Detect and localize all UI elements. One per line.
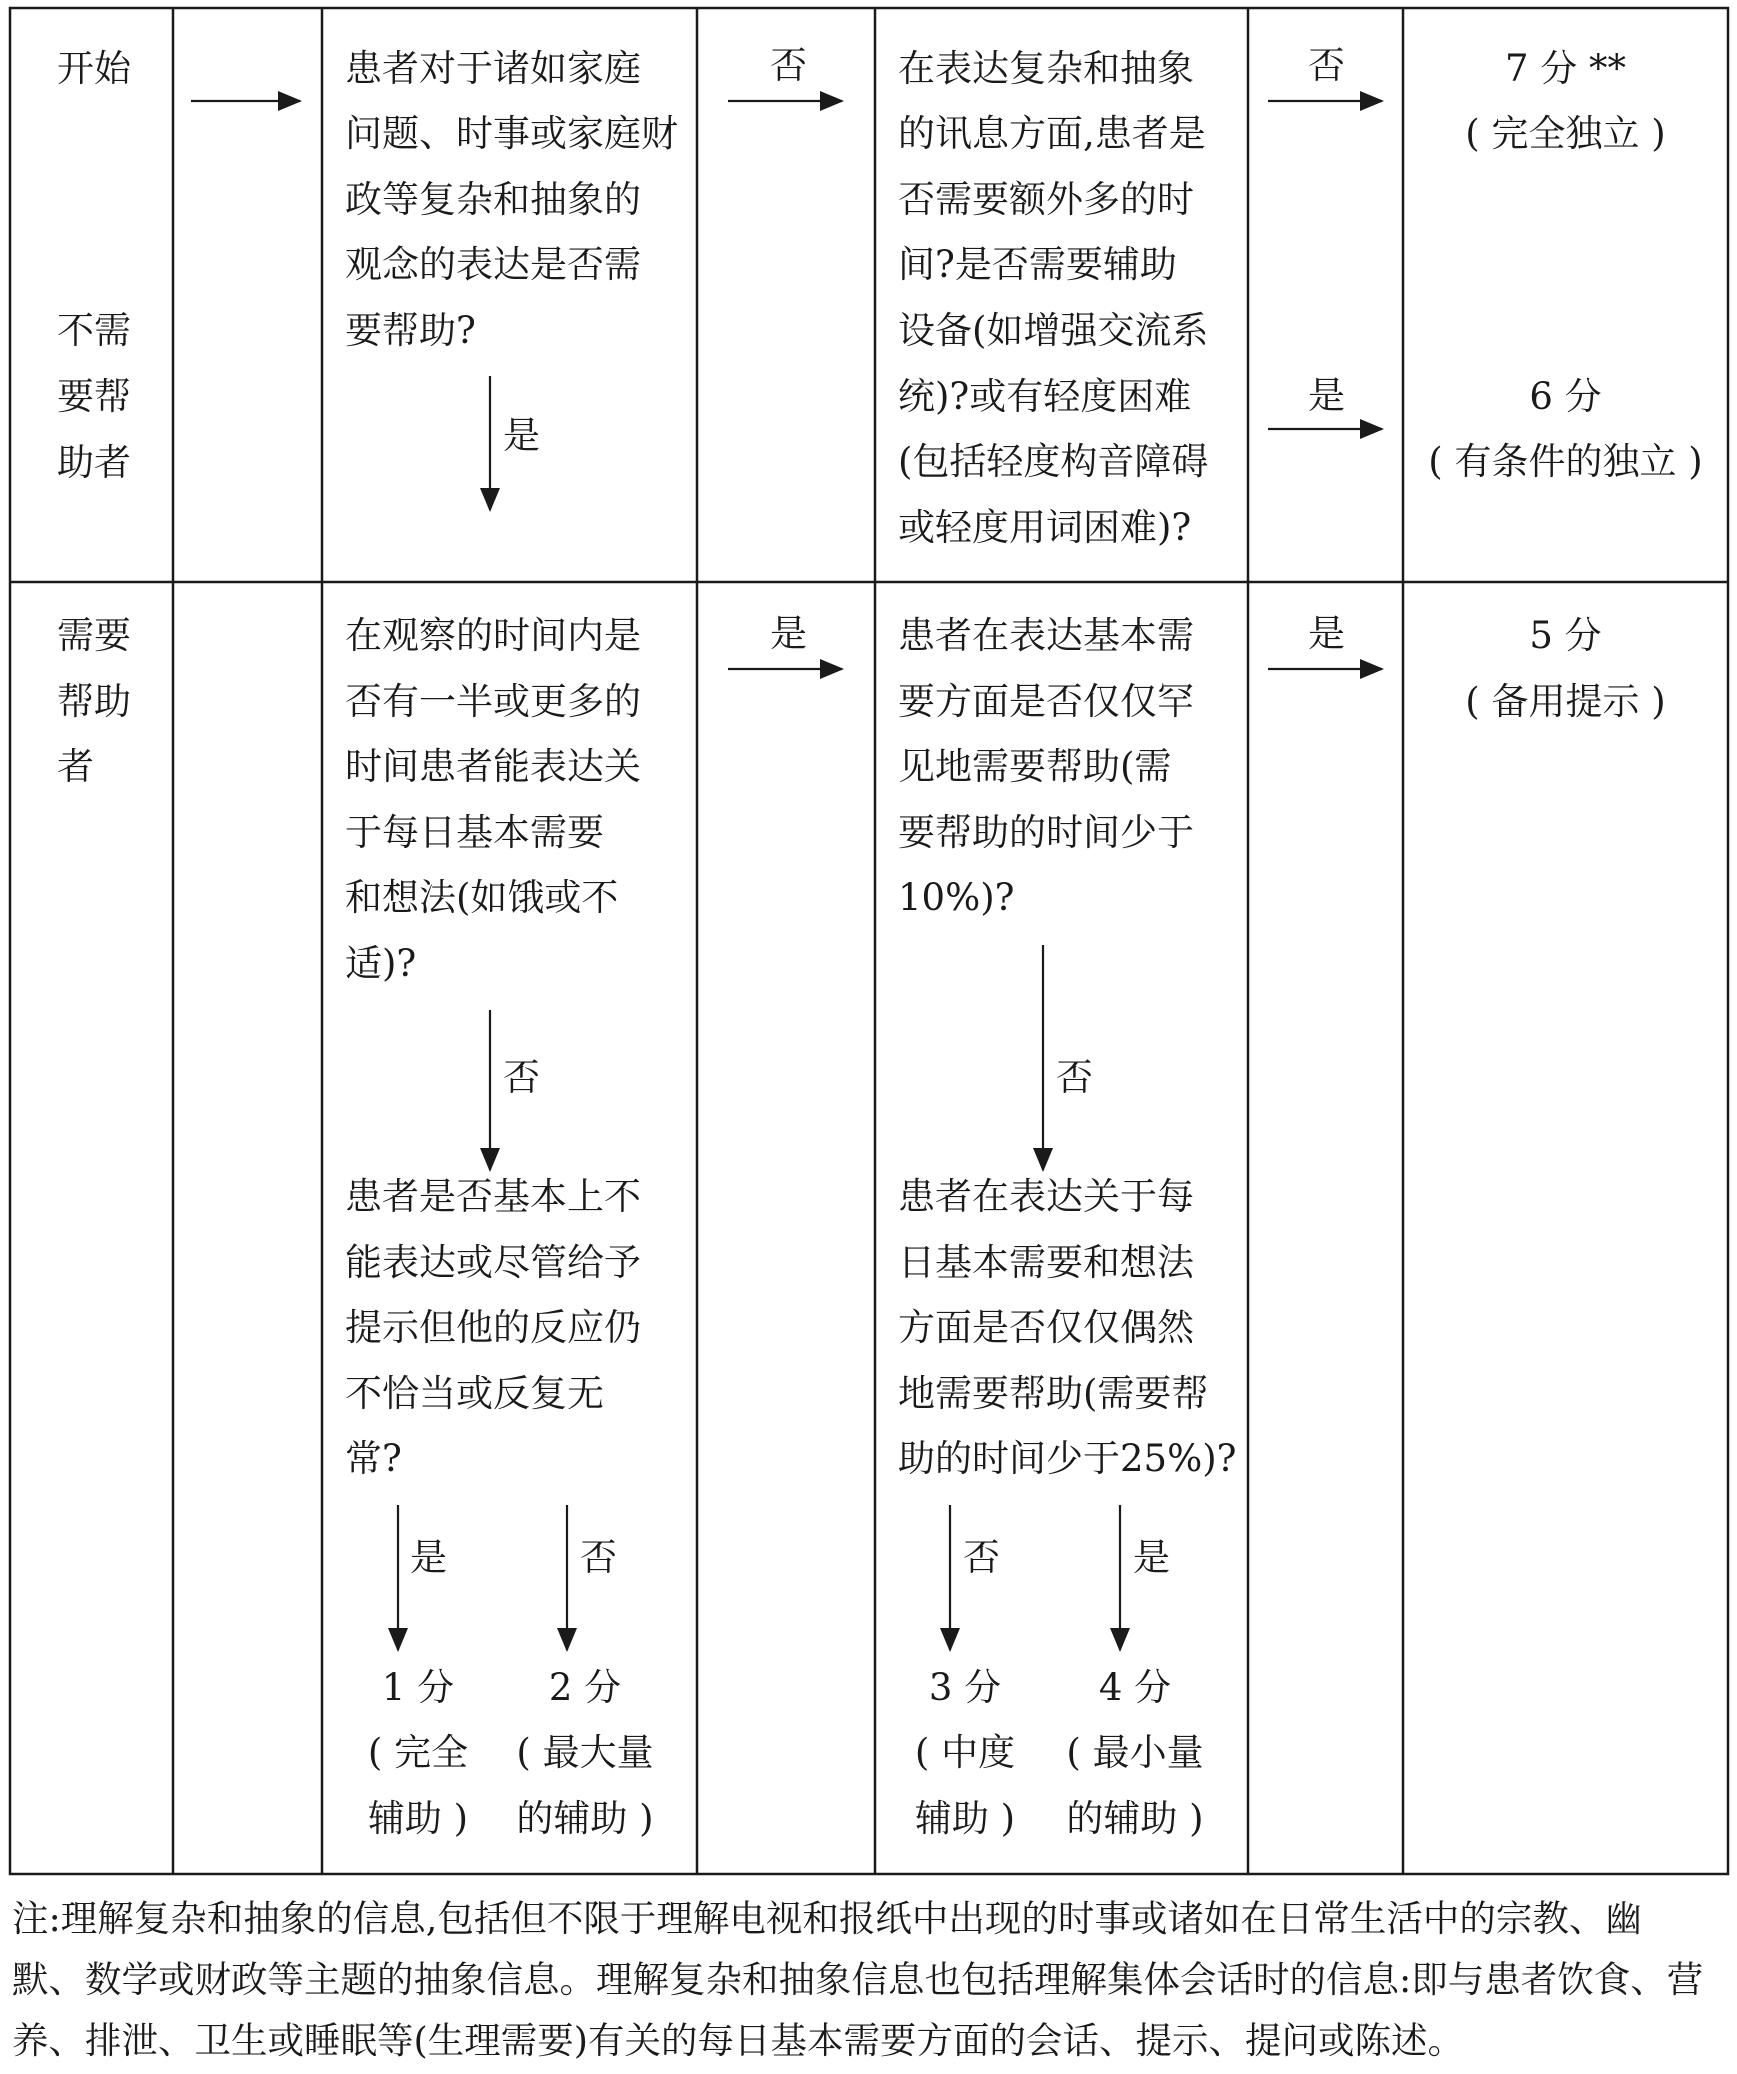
score-3-desc: ( 中度 <box>914 1731 1016 1774</box>
question4-line: 能表达或尽管给予 <box>345 1241 641 1284</box>
score-2: 2 分 <box>548 1666 622 1709</box>
question1-line: 观念的表达是否需 <box>345 243 641 286</box>
score-4-desc: 的辅助 ) <box>1066 1797 1204 1840</box>
question5-line: 10%)? <box>898 876 1015 919</box>
question6-line: 地需要帮助(需要帮 <box>898 1372 1209 1415</box>
score-2-desc: 的辅助 ) <box>516 1797 654 1840</box>
question6-line: 患者在表达关于每 <box>898 1175 1194 1218</box>
question3-line: 时间患者能表达关 <box>345 745 641 788</box>
question3-line: 适)? <box>345 942 417 985</box>
arrow-label-no: 否 <box>1308 44 1345 87</box>
question4-line: 患者是否基本上不 <box>345 1175 641 1218</box>
start-label: 开始 <box>57 47 131 90</box>
score-3: 3 分 <box>928 1666 1002 1709</box>
score-4-desc: ( 最小量 <box>1066 1731 1204 1774</box>
need-help-label-3: 者 <box>57 745 94 788</box>
question3-line: 于每日基本需要 <box>345 811 604 854</box>
score-6: 6 分 <box>1529 375 1602 418</box>
score-7-desc: ( 完全独立 ) <box>1465 112 1666 155</box>
footnote <box>12 1888 1730 2071</box>
arrow-label-yes: 是 <box>1133 1536 1170 1579</box>
score-5-desc: ( 备用提示 ) <box>1465 680 1666 723</box>
arrow-label-yes: 是 <box>503 414 540 457</box>
arrow-label-yes: 是 <box>1308 374 1345 417</box>
score-6-desc: ( 有条件的独立 ) <box>1428 440 1703 483</box>
question3-line: 在观察的时间内是 <box>345 614 641 657</box>
score-5: 5 分 <box>1529 614 1602 657</box>
question6-line: 日基本需要和想法 <box>898 1241 1194 1284</box>
no-help-label-1: 不需 <box>57 309 131 352</box>
arrow-label-no: 否 <box>963 1536 1000 1579</box>
question6-line: 助的时间少于25%)? <box>898 1437 1237 1480</box>
arrow-label-yes: 是 <box>1308 612 1345 655</box>
need-help-label-1: 需要 <box>57 614 131 657</box>
question1-line: 问题、时事或家庭财 <box>345 112 678 155</box>
footnote-line: 默、数学或财政等主题的抽象信息。理解复杂和抽象信息也包括理解集体会话时的信息:即与患者饮食、营 <box>12 1958 1704 2001</box>
score-2-desc: ( 最大量 <box>516 1731 654 1774</box>
arrow-label-no: 否 <box>503 1056 540 1099</box>
footnote-line: 养、排泄、卫生或睡眠等(生理需要)有关的每日基本需要方面的会话、提示、提问或陈述。 <box>12 2019 1464 2062</box>
question1-line: 政等复杂和抽象的 <box>345 178 641 221</box>
need-help-label-2: 帮助 <box>57 680 131 723</box>
footnote-line: 注:理解复杂和抽象的信息,包括但不限于理解电视和报纸中出现的时事或诸如在日常生活中的宗教、幽 <box>12 1897 1642 1940</box>
question5-line: 患者在表达基本需 <box>898 614 1194 657</box>
score-1-desc: ( 完全 <box>367 1731 469 1774</box>
question3-line: 否有一半或更多的 <box>345 680 641 723</box>
question4-line: 常? <box>345 1437 402 1480</box>
question2-line: (包括轻度构音障碍 <box>898 440 1209 483</box>
arrow-label-no: 否 <box>1056 1056 1093 1099</box>
arrow-label-yes: 是 <box>770 612 807 655</box>
question2-line: 设备(如增强交流系 <box>898 309 1209 352</box>
score-7: 7 分 ** <box>1504 47 1627 90</box>
question2-line: 间?是否需要辅助 <box>898 243 1177 286</box>
no-help-label-2: 要帮 <box>57 375 131 418</box>
question2-line: 统)?或有轻度困难 <box>898 375 1192 418</box>
question5-line: 要方面是否仅仅罕 <box>898 680 1194 723</box>
score-4: 4 分 <box>1098 1666 1172 1709</box>
table-border <box>10 8 1728 1874</box>
question1-line: 要帮助? <box>345 309 476 352</box>
question4-line: 提示但他的反应仍 <box>345 1306 641 1349</box>
score-1-desc: 辅助 ) <box>367 1797 469 1840</box>
question5-line: 要帮助的时间少于 <box>898 811 1194 854</box>
score-3-desc: 辅助 ) <box>914 1797 1016 1840</box>
question2-line: 在表达复杂和抽象 <box>898 47 1194 90</box>
no-help-label-3: 助者 <box>57 441 131 484</box>
score-1: 1 分 <box>381 1666 455 1709</box>
arrow-label-no: 否 <box>580 1536 617 1579</box>
question2-line: 或轻度用词困难)? <box>898 506 1192 549</box>
arrow-label-no: 否 <box>770 44 807 87</box>
question6-line: 方面是否仅仅偶然 <box>898 1306 1194 1349</box>
question3-line: 和想法(如饿或不 <box>345 876 619 919</box>
arrow-label-yes: 是 <box>410 1536 447 1579</box>
question4-line: 不恰当或反复无 <box>345 1372 604 1415</box>
question5-line: 见地需要帮助(需 <box>898 745 1172 788</box>
question2-line: 否需要额外多的时 <box>898 178 1194 221</box>
question2-line: 的讯息方面,患者是 <box>898 112 1206 155</box>
question1-line: 患者对于诸如家庭 <box>345 47 641 90</box>
